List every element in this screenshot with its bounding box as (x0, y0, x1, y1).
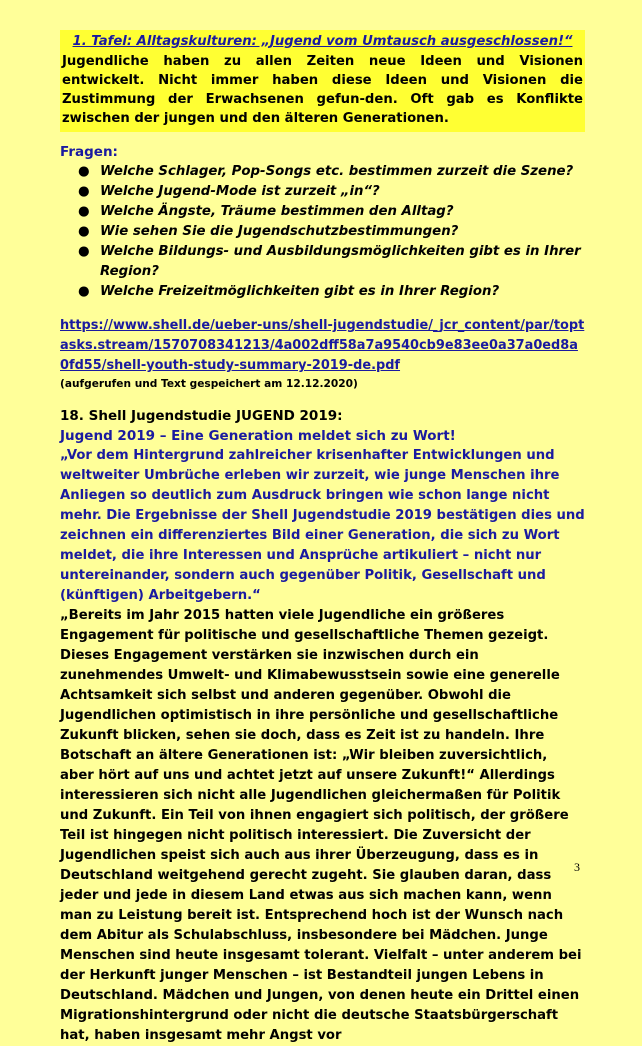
question-text: Welche Schlager, Pop-Songs etc. bestimmen zurzeit die Szene? (100, 164, 574, 179)
list-item (60, 282, 585, 302)
source-link[interactable]: https://www.shell.de/ueber-uns/shell-jugendstudie/_jcr_content/par/toptasks.stream/1570708341213/4a002dff58a7a9540cb9e83ee0a37a0ed8a0fd55/shell-youth-study-summary-2019-de.pdf (60, 318, 585, 373)
list-item (60, 162, 585, 182)
study-quote-black: „Bereits im Jahr 2015 hatten viele Jugendliche ein größeres Engagement für politische und gesellschaftliche Themen gezeigt. Dieses Engagement verstärken sie inzwischen durch ein zunehmendes Umwelt- und Klimabewusstsein sowie eine generelle Achtsamkeit sich selbst und anderen gegenüber. Obwohl die Jugendlichen optimistisch in ihre persönliche und gesellschaftliche Zukunft blicken, sehen sie doch, dass es Zeit ist zu handeln. Ihre Botschaft an ältere Generationen ist: „Wir bleiben zuversichtlich, aber hört auf uns und achtet jetzt auf unsere Zukunft!“ Allerdings interessieren sich nicht alle Jugendlichen gleichermaßen für Politik und Zukunft. Ein Teil von ihnen engagiert sich politisch, der größere Teil ist hingegen nicht politisch interessiert. Die Zuversicht der Jugendlichen speist sich auch aus ihrer Überzeugung, dass es in Deutschland weitgehend gerecht zugeht. Sie glauben daran, dass jeder und jede in diesem Land etwas aus sich machen kann, wenn man zu Leistung bereit ist. Entsprechend hoch ist der Wunsch nach dem Abitur als Schulabschluss, insbesondere bei Mädchen. Junge Menschen sind heute insgesamt tolerant. Vielfalt – unter anderem bei der Herkunft junger Menschen – ist Bestandteil jungen Lebens in Deutschland. Mädchen und Jungen, von denen heute ein Drittel einen Migrationshintergrund oder nicht die deutsche Staatsbürgerschaft hat, haben insgesamt mehr Angst vor (60, 608, 582, 1043)
bullet-icon: ● (78, 204, 90, 219)
question-text: Wie sehen Sie die Jugendschutzbestimmungen? (100, 224, 459, 239)
question-text: Welche Jugend-Mode ist zurzeit „in“? (100, 184, 380, 199)
list-item (60, 222, 585, 242)
bullet-icon: ● (78, 284, 90, 299)
bullet-icon: ● (78, 164, 90, 179)
page-content (60, 30, 585, 1046)
question-text: Welche Ängste, Träume bestimmen den Alltag? (100, 204, 454, 219)
bullet-icon: ● (78, 244, 90, 259)
bullet-icon: ● (78, 184, 90, 199)
questions-label: Fragen: (60, 144, 118, 160)
question-text: Welche Freizeitmöglichkeiten gibt es in Ihrer Region? (100, 284, 500, 299)
box-title: 1. Tafel: Alltagskulturen: „Jugend vom Umtausch ausgeschlossen!“ (72, 34, 573, 49)
questions-list (60, 162, 585, 302)
study-subtitle: Jugend 2019 – Eine Generation meldet sich zu Wort! (60, 428, 456, 444)
question-text: Welche Bildungs- und Ausbildungsmöglichkeiten gibt es in Ihrer Region? (100, 244, 581, 279)
study-quote-blue: „Vor dem Hintergrund zahlreicher krisenhafter Entwicklungen und weltweiter Umbrüche erleben wir zurzeit, wie junge Menschen ihre Anliegen so deutlich zum Ausdruck bringen wie schon lange nicht mehr. Die Ergebnisse der Shell Jugendstudie 2019 bestätigen dies und zeichnen ein differenziertes Bild einer Generation, die sich zu Wort meldet, die ihre Interessen und Ansprüche artikuliert – nicht nur untereinander, sondern auch gegenüber Politik, Gesellschaft und (künftigen) Arbeitgebern.“ (60, 448, 585, 603)
accessed-note: (aufgerufen und Text gespeichert am 12.12.2020) (60, 378, 358, 390)
list-item (60, 182, 585, 202)
study-title: 18. Shell Jugendstudie JUGEND 2019: (60, 408, 343, 424)
list-item (60, 202, 585, 222)
highlight-box (60, 30, 585, 132)
bullet-icon: ● (78, 224, 90, 239)
box-intro-text: Jugendliche haben zu allen Zeiten neue Ideen und Visionen entwickelt. Nicht immer haben diese Ideen und Visionen die Zustimmung der Erwachsenen gefun-den. Oft gab es Konflikte zwischen der jungen und den älteren Generationen. (62, 54, 583, 126)
list-item (60, 242, 585, 282)
page-number: 3 (574, 860, 580, 874)
